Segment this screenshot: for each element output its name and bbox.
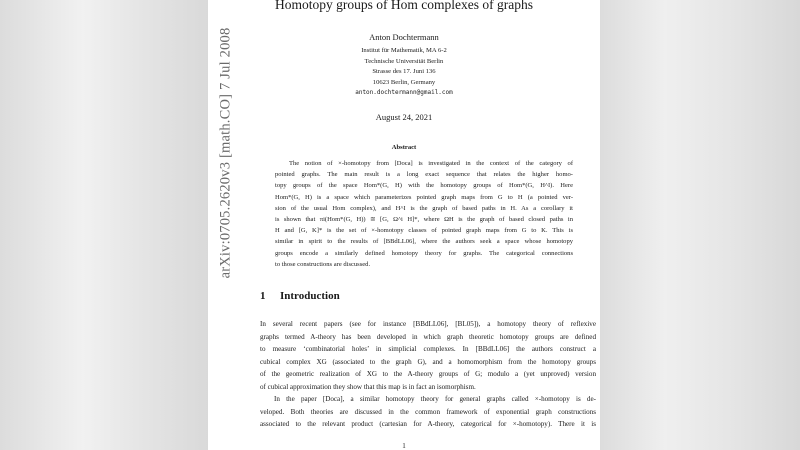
section-number: 1 — [260, 290, 266, 302]
arxiv-id: arXiv:0705.2620v3 [math.CO] 7 Jul 2008 — [217, 27, 234, 279]
abstract-line: groups encode a similarly defined homotopy theory for graphs. The categorical connections — [275, 249, 573, 257]
body-line: veloped. Both theories are discussed in the common framework of exponential graph constructions — [260, 407, 596, 416]
section-title: Introduction — [280, 290, 340, 302]
body-line: associated to the relevant product (cartesian for A-theory, categorical for ×-homotopy). There it is — [260, 420, 596, 428]
paper-date: August 24, 2021 — [375, 112, 433, 122]
background-left-blur — [0, 0, 208, 450]
abstract-line: to those constructions are discussed. — [275, 260, 371, 268]
affiliation-line: Strasse des 17. Juni 136 — [372, 68, 436, 76]
abstract-line: H and [G, K]* is the set of ×-homotopy classes of pointed graph maps from G to K. This is — [275, 227, 573, 235]
body-line: of cubical approximation they show that this map is in fact an isomorphism. — [260, 382, 476, 391]
abstract-line: Hom*(G, H) is a space which parameterizes pointed graph maps from G to H (a pointed ver- — [275, 193, 573, 201]
section-heading — [260, 290, 340, 302]
abstract-line: similar in spirit to the results of [BBdLL06], where the authors seek a space whose homotopy — [275, 238, 573, 246]
body-line: In the paper [Doca], a similar homotopy theory for general graphs called ×-homotopy is de- — [274, 395, 596, 403]
intro-paragraph-1 — [260, 318, 596, 393]
abstract-text — [275, 158, 573, 270]
abstract-line: is shown that πi(Hom*(G, H)) ≅ [G, Ω^i H]*, where ΩH is the graph of based closed paths in — [275, 215, 573, 223]
document-page — [208, 0, 600, 450]
background-right-blur — [592, 0, 800, 450]
affiliation-block — [208, 46, 600, 99]
abstract-heading: Abstract — [391, 144, 417, 151]
body-line: cubical complex XG (associated to the graph G), and a homomorphism from the homotopy groups — [260, 357, 596, 366]
body-line: In several recent papers (see for instance [BBdLL06], [BL05]), a homotopy theory of reflexive — [260, 320, 596, 328]
abstract-line: sion of the usual Hom complex), and H^I is the graph of based paths in H. As a corollary it — [275, 204, 573, 212]
affiliation-line: Technische Universität Berlin — [364, 57, 444, 65]
body-line: to measure ‘combinatorial holes’ in simplicial complexes. In [BBdLL06] the authors construct a — [260, 345, 596, 353]
body-line: of the geometric realization of XG to the A-theory groups of G; modulo a (yet unproved) version — [260, 370, 596, 378]
body-line: graphs termed A-theory has been developed in which graph theoretic homotopy groups are defined — [260, 332, 596, 341]
affiliation-line: Institut für Mathematik, MA 6-2 — [361, 47, 447, 54]
author-name: Anton Dochtermann — [369, 32, 439, 42]
intro-paragraph-2 — [260, 393, 596, 431]
page-number: 1 — [402, 442, 406, 450]
paper-title: Homotopy groups of Hom complexes of graphs — [275, 0, 533, 12]
abstract-line: The notion of ×-homotopy from [Doca] is investigated in the context of the category of — [289, 160, 573, 167]
affiliation-line: 10623 Berlin, Germany — [372, 78, 436, 86]
abstract-line: topy groups of the space Hom*(G, H) with the homotopy groups of Hom*(G, H^I). Here — [275, 182, 573, 190]
author-email: anton.dochtermann@gmail.com — [355, 89, 453, 97]
abstract-line: pointed graphs. The main result is a long exact sequence that relates the higher homo- — [275, 171, 573, 179]
